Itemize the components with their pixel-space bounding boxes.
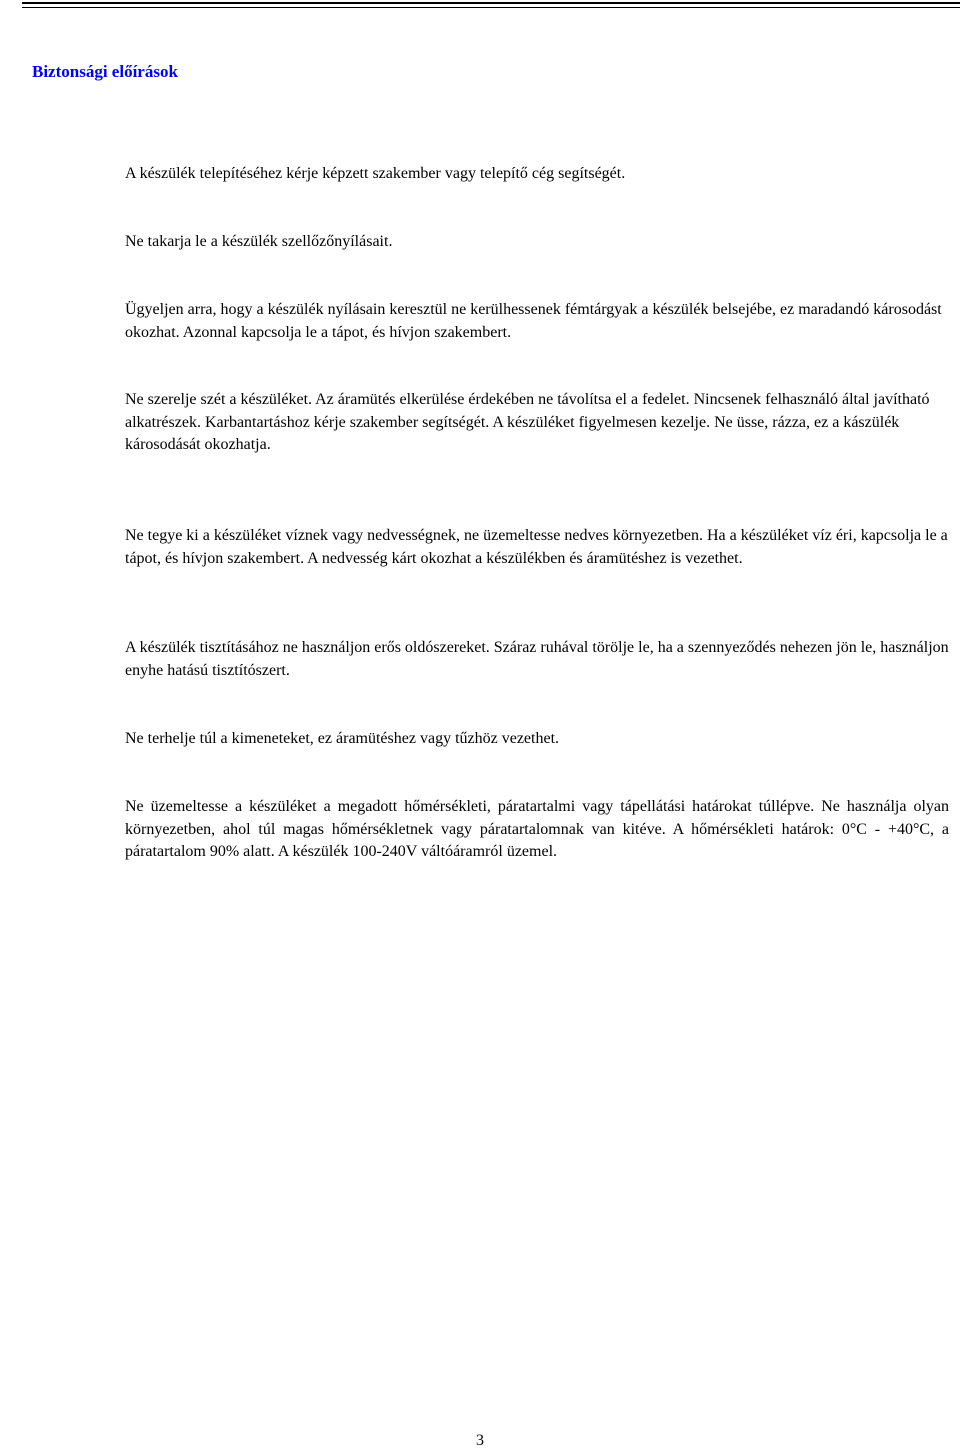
page-number: 3 (476, 1432, 484, 1449)
header-rule-thick (22, 2, 960, 4)
paragraph-metal-objects: Ügyeljen arra, hogy a készülék nyílásain keresztül ne kerülhessenek fémtárgyak a készülék belsejébe, ez maradandó károsodást okozhat. Azonnal kapcsolja le a tápot, és hívjon szakembert. (125, 301, 942, 341)
paragraph-ventilation: Ne takarja le a készülék szellőzőnyílásait. (125, 233, 393, 250)
paragraph-disassembly: Ne szerelje szét a készüléket. Az áramütés elkerülése érdekében ne távolítsa el a fedelet. Nincsenek felhasználó által javítható alkatrészek. Karbantartáshoz kérje szakember segítségét. A készüléket figyelmesen kezelje. Ne üsse, rázza, ez a kászülék károsodását okozhatja. (125, 391, 930, 453)
header-rule-thin (22, 7, 960, 8)
paragraph-moisture: Ne tegye ki a készüléket víznek vagy nedvességnek, ne üzemeltesse nedves környezetben. Ha a készüléket víz éri, kapcsolja le a tápot, és hívjon szakembert. A nedvesség kárt okozhat a készülékben és áramütéshez is vezethet. (125, 527, 948, 567)
paragraph-operating-limits: Ne üzemeltesse a készüléket a megadott hőmérsékleti, páratartalmi vagy tápellátási határokat túllépve. Ne használja olyan környezetben, ahol túl magas hőmérsékletnek vagy páratartalomnak van kitéve. A hőmérsékleti határok: 0°C - +40°C, a páratartalom 90% alatt. A készülék 100-240V váltóáramról üzemel. (125, 798, 949, 860)
paragraph-cleaning: A készülék tisztításához ne használjon erős oldószereket. Száraz ruhával törölje le, ha a szennyeződés nehezen jön le, használjon enyhe hatású tisztítószert. (125, 639, 949, 679)
paragraph-overload: Ne terhelje túl a kimeneteket, ez áramütéshez vagy tűzhöz vezethet. (125, 730, 560, 747)
section-heading: Biztonsági előírások (32, 62, 178, 81)
paragraph-installation: A készülék telepítéséhez kérje képzett szakember vagy telepítő cég segítségét. (125, 165, 626, 182)
